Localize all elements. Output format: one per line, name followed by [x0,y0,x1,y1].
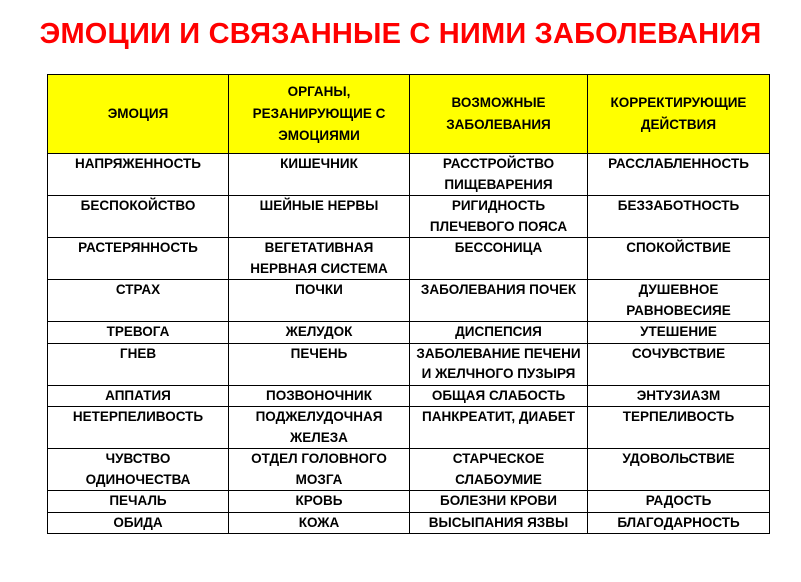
action-cell: УТЕШЕНИЕ [588,322,770,344]
organ-cell: ПОЧКИ [229,280,410,322]
organ-cell: ШЕЙНЫЕ НЕРВЫ [229,196,410,238]
disease-cell: ЗАБОЛЕВАНИЯ ПОЧЕК [410,280,588,322]
table-row [48,343,770,385]
disease-cell: РАССТРОЙСТВО ПИЩЕВАРЕНИЯ [410,154,588,196]
action-cell: РАССЛАБЛЕННОСТЬ [588,154,770,196]
action-cell: СПОКОЙСТВИЕ [588,238,770,280]
header-row [48,75,770,154]
emotion-cell: ОБИДА [48,512,229,534]
emotion-cell: СТРАХ [48,280,229,322]
table-row [48,512,770,534]
emotions-table [47,74,770,534]
header-corrective-actions: КОРРЕКТИРУЮЩИЕ ДЕЙСТВИЯ [588,75,770,154]
disease-cell: ЗАБОЛЕВАНИЕ ПЕЧЕНИ И ЖЕЛЧНОГО ПУЗЫРЯ [410,343,588,385]
emotion-cell: РАСТЕРЯННОСТЬ [48,238,229,280]
organ-cell: КРОВЬ [229,491,410,513]
organ-cell: ВЕГЕТАТИВНАЯ НЕРВНАЯ СИСТЕМА [229,238,410,280]
disease-cell: ВЫСЫПАНИЯ ЯЗВЫ [410,512,588,534]
emotion-cell: АППАТИЯ [48,385,229,407]
organ-cell: ПОЗВОНОЧНИК [229,385,410,407]
disease-cell: ОБЩАЯ СЛАБОСТЬ [410,385,588,407]
disease-cell: БОЛЕЗНИ КРОВИ [410,491,588,513]
emotion-cell: БЕСПОКОЙСТВО [48,196,229,238]
action-cell: БЕЗЗАБОТНОСТЬ [588,196,770,238]
table-row [48,154,770,196]
disease-cell: ДИСПЕПСИЯ [410,322,588,344]
disease-cell: ПАНКРЕАТИТ, ДИАБЕТ [410,407,588,449]
action-cell: УДОВОЛЬСТВИЕ [588,449,770,491]
header-diseases: ВОЗМОЖНЫЕ ЗАБОЛЕВАНИЯ [410,75,588,154]
table-row [48,196,770,238]
table-row [48,322,770,344]
emotion-cell: НЕТЕРПЕЛИВОСТЬ [48,407,229,449]
action-cell: ДУШЕВНОЕ РАВНОВЕСИЯЕ [588,280,770,322]
table-body [48,154,770,534]
table-row [48,280,770,322]
emotion-cell: НАПРЯЖЕННОСТЬ [48,154,229,196]
disease-cell: РИГИДНОСТЬ ПЛЕЧЕВОГО ПОЯСА [410,196,588,238]
emotion-cell: ЧУВСТВО ОДИНОЧЕСТВА [48,449,229,491]
disease-cell: БЕССОНИЦА [410,238,588,280]
emotion-cell: ГНЕВ [48,343,229,385]
organ-cell: ПЕЧЕНЬ [229,343,410,385]
disease-cell: СТАРЧЕСКОЕ СЛАБОУМИЕ [410,449,588,491]
emotion-cell: ТРЕВОГА [48,322,229,344]
action-cell: РАДОСТЬ [588,491,770,513]
action-cell: ЭНТУЗИАЗМ [588,385,770,407]
table-row [48,449,770,491]
organ-cell: КИШЕЧНИК [229,154,410,196]
table-row [48,491,770,513]
action-cell: СОЧУВСТВИЕ [588,343,770,385]
organ-cell: ОТДЕЛ ГОЛОВНОГО МОЗГА [229,449,410,491]
page-title: ЭМОЦИИ И СВЯЗАННЫЕ С НИМИ ЗАБОЛЕВАНИЯ [39,18,762,50]
header-emotion: ЭМОЦИЯ [48,75,229,154]
organ-cell: КОЖА [229,512,410,534]
emotion-cell: ПЕЧАЛЬ [48,491,229,513]
table-row [48,407,770,449]
organ-cell: ЖЕЛУДОК [229,322,410,344]
table-row [48,385,770,407]
table-row [48,238,770,280]
action-cell: ТЕРПЕЛИВОСТЬ [588,407,770,449]
header-organs: ОРГАНЫ, РЕЗАНИРУЮЩИЕ С ЭМОЦИЯМИ [229,75,410,154]
organ-cell: ПОДЖЕЛУДОЧНАЯ ЖЕЛЕЗА [229,407,410,449]
action-cell: БЛАГОДАРНОСТЬ [588,512,770,534]
